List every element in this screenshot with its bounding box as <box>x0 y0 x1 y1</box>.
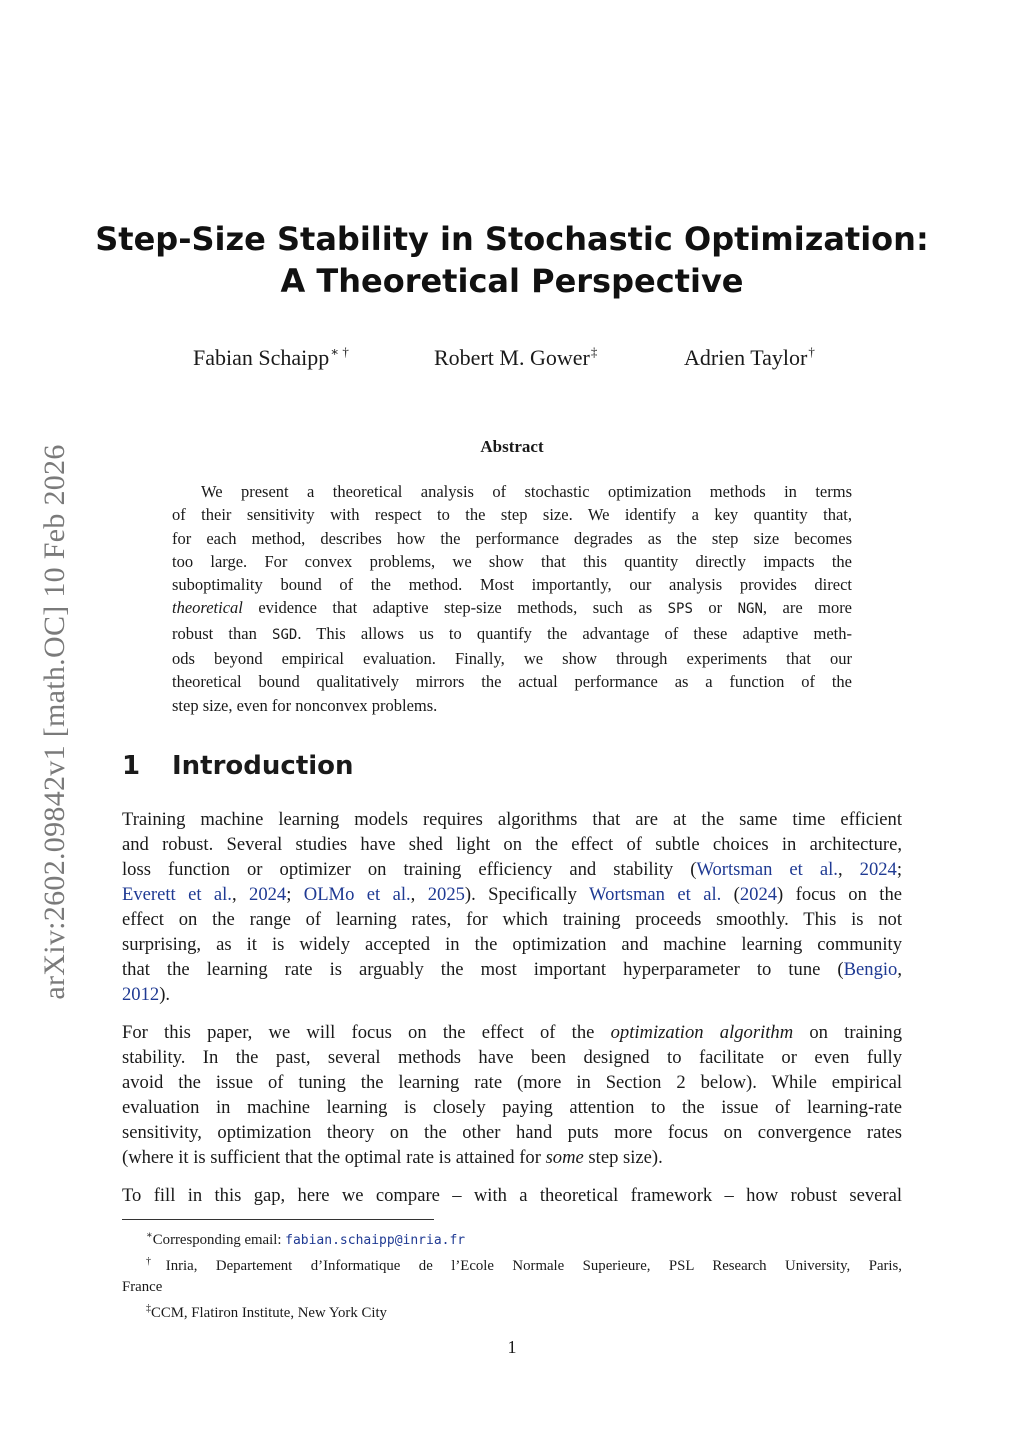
emphasis: theoretical <box>172 598 243 618</box>
body-line: and robust. Several studies have shed light on the effect of subtle choices in architecture, <box>122 834 902 855</box>
section-heading <box>122 751 354 781</box>
abstract-line: too large. For convex problems, we show that this quantity directly impacts the <box>172 551 852 571</box>
text-span: robust than <box>172 623 273 643</box>
body-line: sensitivity, optimization theory on the other hand puts more focus on convergence rates <box>122 1122 902 1143</box>
emphasis: optimization algorithm <box>610 1022 794 1043</box>
citation-link[interactable]: Bengio <box>843 959 898 980</box>
body-line <box>122 982 902 1007</box>
affiliation-mark: ∗ † <box>330 344 349 359</box>
text-span: Corresponding email: <box>152 1232 286 1248</box>
author-name: Robert M. Gower <box>434 345 590 370</box>
author-name: Adrien Taylor <box>684 345 808 370</box>
citation-link[interactable]: 2025 <box>427 884 465 905</box>
footnote-2-continued: France <box>122 1279 163 1295</box>
citation-link[interactable]: Wortsman et al. <box>696 859 838 880</box>
text-span: ). <box>159 984 171 1005</box>
abstract-heading: Abstract <box>480 437 544 456</box>
body-line <box>122 1145 902 1170</box>
footnote-3 <box>122 1298 902 1324</box>
footnote-1 <box>122 1225 902 1251</box>
section-title: Introduction <box>172 751 354 781</box>
author-list <box>0 344 1024 374</box>
email-link[interactable]: fabian.schaipp@inria.fr <box>285 1233 466 1248</box>
abstract-line <box>172 622 852 647</box>
abstract-line: suboptimality bound of the method. Most importantly, our analysis provides direct <box>172 575 852 595</box>
text-span: ; <box>896 859 903 880</box>
body-line <box>122 957 902 982</box>
method-ngn: NGN <box>737 601 763 618</box>
body-line <box>122 882 902 907</box>
author-3 <box>684 344 815 371</box>
text-span: For this paper, we will focus on the effect of the <box>122 1022 611 1043</box>
author-1 <box>193 344 349 371</box>
abstract-line: step size, even for nonconvex problems. <box>172 695 438 715</box>
citation-link[interactable]: Wortsman et al. <box>589 884 722 905</box>
text-span: on training <box>793 1022 902 1043</box>
text-span: , are more <box>762 598 853 618</box>
abstract-line: We present a theoretical analysis of stochastic optimization methods in terms <box>201 482 852 501</box>
section-number: 1 <box>122 751 141 781</box>
text-span: ; <box>286 884 304 905</box>
footnote-divider <box>122 1219 434 1220</box>
page-number: 1 <box>507 1337 517 1357</box>
citation-link[interactable]: 2024 <box>249 884 287 905</box>
body-line: stability. In the past, several methods have been designed to facilitate or even fully <box>122 1047 902 1068</box>
footnote-mark: ‡ <box>146 1303 151 1314</box>
text-span: ) focus on the <box>777 884 903 905</box>
paragraph-3 <box>122 1183 902 1208</box>
footnotes <box>122 1225 902 1324</box>
citation-link[interactable]: 2024 <box>739 884 778 905</box>
author-2 <box>434 344 597 371</box>
citation-link[interactable]: 2024 <box>859 859 897 880</box>
method-sps: SPS <box>667 601 693 618</box>
abstract-line: ods beyond empirical evaluation. Finally, we show through experiments that our <box>172 649 852 669</box>
footnote-mark: † <box>146 1256 166 1267</box>
text-span: or <box>692 598 738 618</box>
title-line-2: A Theoretical Perspective <box>280 262 744 300</box>
text-span: , <box>231 884 250 905</box>
paragraph-2 <box>122 1020 902 1170</box>
text-span: Inria, Departement d’Informatique de l’Ecole Normale Superieure, PSL Research University, Paris, <box>165 1258 903 1274</box>
author-name: Fabian Schaipp <box>193 345 330 370</box>
paper-title <box>0 218 1024 302</box>
abstract-line <box>172 596 852 621</box>
body-line: avoid the issue of tuning the learning rate (more in Section 2 below). While empirical <box>122 1072 902 1093</box>
text-span: evidence that adaptive step-size methods, such as <box>242 598 668 618</box>
abstract-line: for each method, describes how the performance degrades as the step size becomes <box>172 528 852 548</box>
citation-link[interactable]: Everett et al. <box>122 884 232 905</box>
text-span: , <box>837 859 860 880</box>
abstract-line: of their sensitivity with respect to the step size. We identify a key quantity that, <box>172 505 852 525</box>
affiliation-mark: † <box>808 344 815 359</box>
text-span: loss function or optimizer on training efficiency and stability ( <box>122 859 697 880</box>
citation-link[interactable]: 2012 <box>122 984 160 1005</box>
text-span: step size). <box>583 1147 663 1168</box>
text-span: that the learning rate is arguably the most important hyperparameter to tune ( <box>122 959 844 980</box>
text-span: . This allows us to quantify the advantage of these adaptive meth- <box>297 623 852 643</box>
title-line-1: Step-Size Stability in Stochastic Optimization: <box>95 220 929 258</box>
abstract-body <box>172 480 852 717</box>
body-line <box>122 1020 902 1045</box>
body-line: evaluation in machine learning is closely paying attention to the issue of learning-rate <box>122 1097 902 1118</box>
body-line <box>122 857 902 882</box>
body-line: To fill in this gap, here we compare – with a theoretical framework – how robust several <box>122 1185 902 1206</box>
text-span: , <box>410 884 428 905</box>
paragraph-1 <box>122 807 902 1007</box>
text-span: , <box>897 959 902 980</box>
citation-link[interactable]: OLMo et al. <box>303 884 411 905</box>
text-span: ). Specifically <box>464 884 590 905</box>
body-line: Training machine learning models requires algorithms that are at the same time efficient <box>122 809 902 830</box>
footnote-2 <box>122 1251 902 1277</box>
method-sgd: SGD <box>272 626 298 643</box>
arxiv-watermark: arXiv:2602.09842v1 [math.OC] 10 Feb 2026 <box>38 444 71 1000</box>
text-span: CCM, Flatiron Institute, New York City <box>151 1305 387 1321</box>
abstract-line: theoretical bound qualitatively mirrors the actual performance as a function of the <box>172 672 852 692</box>
text-span: (where it is sufficient that the optimal rate is attained for <box>122 1147 546 1168</box>
text-span: ( <box>721 884 740 905</box>
body-line: effect on the range of learning rates, for which training proceeds smoothly. This is not <box>122 909 902 930</box>
emphasis: some <box>545 1147 584 1168</box>
body-line: surprising, as it is widely accepted in the optimization and machine learning community <box>122 934 902 955</box>
affiliation-mark: ‡ <box>590 344 598 359</box>
footnote-mark: ∗ <box>146 1230 153 1241</box>
